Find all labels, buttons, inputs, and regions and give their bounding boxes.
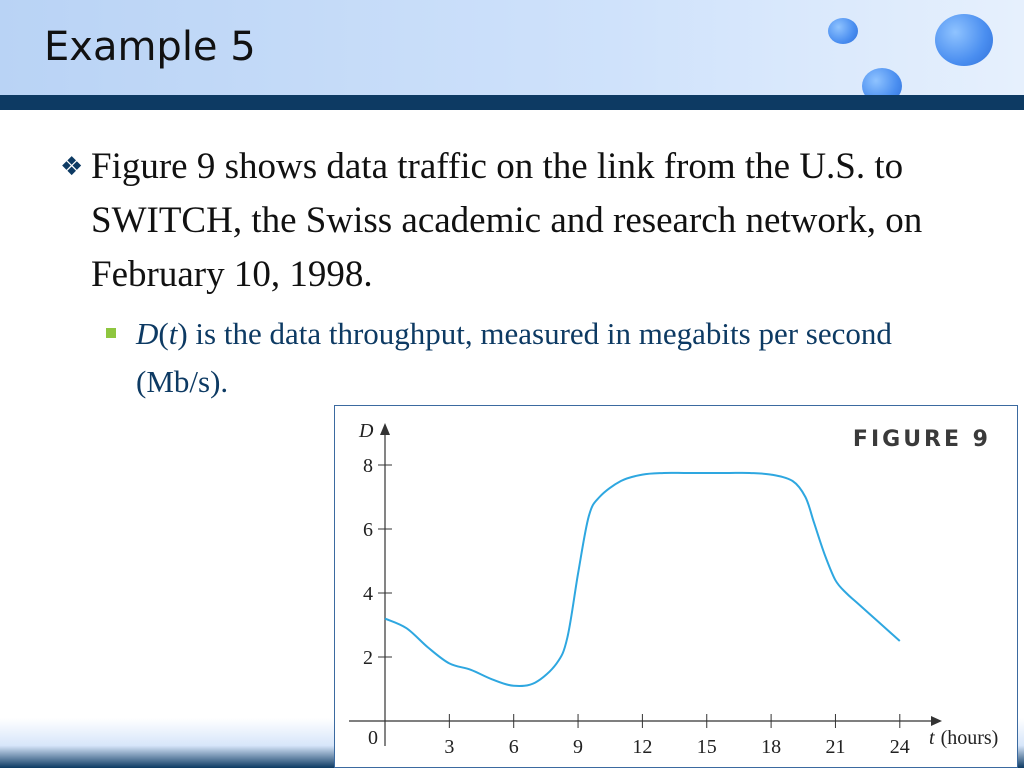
x-axis-label-var: t [929,727,935,749]
sub-bullet-rest: ) is the data throughput, measured in megabits per second (Mb/s). [136,316,892,399]
bubble-large-decoration [935,14,993,66]
ticks-group [363,455,910,758]
header-divider-bar [0,95,1024,110]
throughput-curve [385,473,900,686]
sub-bullet-open: ( [158,316,169,351]
x-tick-label: 3 [444,736,455,758]
square-bullet-icon [106,328,116,338]
x-axis-label [929,727,998,749]
y-tick-label: 6 [363,519,373,541]
x-axis-arrow [931,716,942,726]
x-tick-label: 6 [508,736,519,758]
sub-bullet-var: D [136,316,159,351]
y-axis-arrow [380,423,390,435]
throughput-chart [335,406,1017,767]
x-tick-label: 9 [573,736,584,758]
diamond-cluster-icon: ❖ [60,152,84,182]
y-axis-label: D [359,420,374,442]
x-tick-label: 12 [632,736,653,758]
main-bullet [60,140,980,302]
main-bullet-text: Figure 9 shows data traffic on the link from the U.S. to SWITCH, the Swiss academic and research network, on February 10, 1998. [91,146,923,295]
sub-bullet-arg: t [168,316,178,351]
figure-label: FIGURE 9 [852,427,991,452]
figure-panel [334,405,1018,768]
y-tick-label: 4 [363,583,373,605]
x-tick-label: 18 [761,736,782,758]
sub-bullet [106,310,946,406]
x-tick-label: 24 [889,736,910,758]
origin-label: 0 [368,727,378,749]
y-tick-label: 8 [363,455,373,477]
slide-title: Example 5 [44,24,256,70]
x-tick-label: 15 [696,736,717,758]
x-tick-label: 21 [825,736,846,758]
bubble-small-decoration [828,18,858,44]
sub-bullet-text [136,310,946,406]
x-axis-label-unit: (hours) [940,727,999,749]
y-tick-label: 2 [363,647,373,669]
